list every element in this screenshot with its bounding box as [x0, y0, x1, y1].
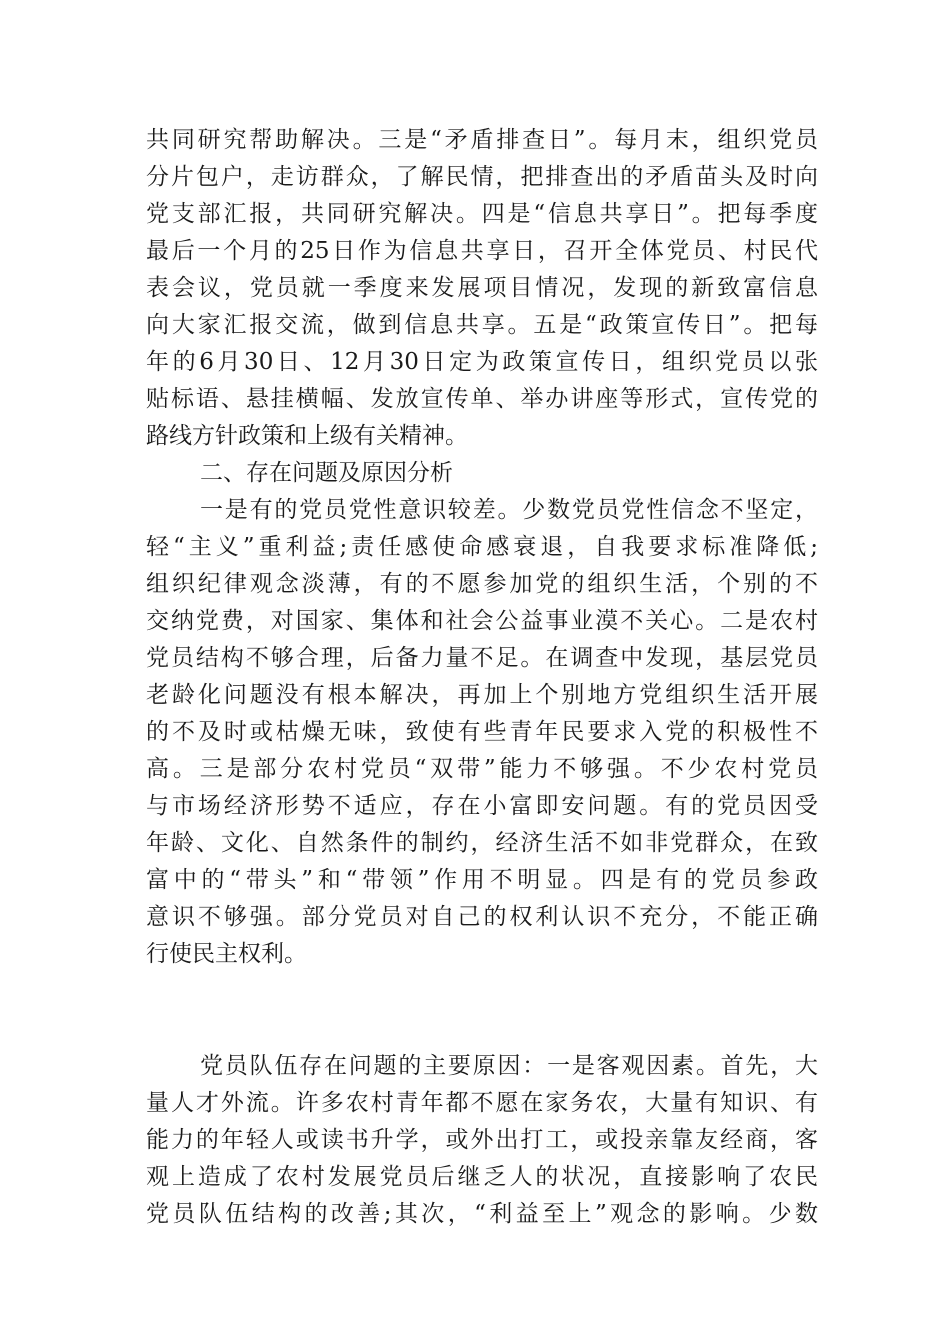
text-line: 组织纪律观念淡薄，有的不愿参加党的组织生活，个别的不 [146, 571, 818, 597]
text-line: 年的6月30日、12月30日定为政策宣传日，组织党员以张 [146, 349, 818, 375]
paragraph-continuation [146, 122, 818, 492]
text-line: 向大家汇报交流，做到信息共享。五是“政策宣传日”。把每 [146, 312, 818, 338]
text-line: 能力的年轻人或读书升学，或外出打工，或投亲靠友经商，客 [146, 1127, 818, 1153]
text-line: 党员队伍结构的改善;其次，“利益至上”观念的影响。少数 [146, 1201, 818, 1227]
text-line: 量人才外流。许多农村青年都不愿在家务农，大量有知识、有 [146, 1090, 818, 1116]
text-line: 一是有的党员党性意识较差。少数党员党性信念不坚定， [200, 497, 818, 523]
text-line: 交纳党费，对国家、集体和社会公益事业漠不关心。二是农村 [146, 608, 818, 634]
section-heading: 二、存在问题及原因分析 [200, 460, 453, 486]
text-line: 意识不够强。部分党员对自己的权利认识不充分，不能正确 [146, 904, 818, 930]
text-line: 党员结构不够合理，后备力量不足。在调查中发现，基层党员 [146, 645, 818, 671]
text-line: 年龄、文化、自然条件的制约，经济生活不如非党群众，在致 [146, 830, 818, 856]
text-line: 党支部汇报，共同研究解决。四是“信息共享日”。把每季度 [146, 201, 818, 227]
text-line: 分片包户，走访群众，了解民情，把排查出的矛盾苗头及时向 [146, 164, 818, 190]
text-line: 共同研究帮助解决。三是“矛盾排查日”。每月末，组织党员 [146, 127, 818, 153]
text-line: 高。三是部分农村党员“双带”能力不够强。不少农村党员 [146, 756, 818, 782]
text-line: 与市场经济形势不适应，存在小富即安问题。有的党员因受 [146, 793, 818, 819]
paragraph-problems [146, 492, 818, 973]
text-line: 路线方针政策和上级有关精神。 [146, 423, 468, 449]
text-line: 的不及时或枯燥无味，致使有些青年民要求入党的积极性不 [146, 719, 818, 745]
text-line: 贴标语、悬挂横幅、发放宣传单、举办讲座等形式，宣传党的 [146, 386, 818, 412]
text-line: 表会议，党员就一季度来发展项目情况，发现的新致富信息 [146, 275, 818, 301]
text-line: 老龄化问题没有根本解决，再加上个别地方党组织生活开展 [146, 682, 818, 708]
text-line: 行使民主权利。 [146, 941, 307, 967]
text-line: 富中的“带头”和“带领”作用不明显。四是有的党员参政 [146, 867, 818, 893]
text-line: 最后一个月的25日作为信息共享日，召开全体党员、村民代 [146, 238, 818, 264]
paragraph-causes [146, 1048, 818, 1233]
text-line: 党员队伍存在问题的主要原因：一是客观因素。首先，大 [200, 1053, 818, 1079]
text-line: 轻“主义”重利益;责任感使命感衰退，自我要求标准降低; [146, 534, 818, 560]
text-line: 观上造成了农村发展党员后继乏人的状况，直接影响了农民 [146, 1164, 818, 1190]
